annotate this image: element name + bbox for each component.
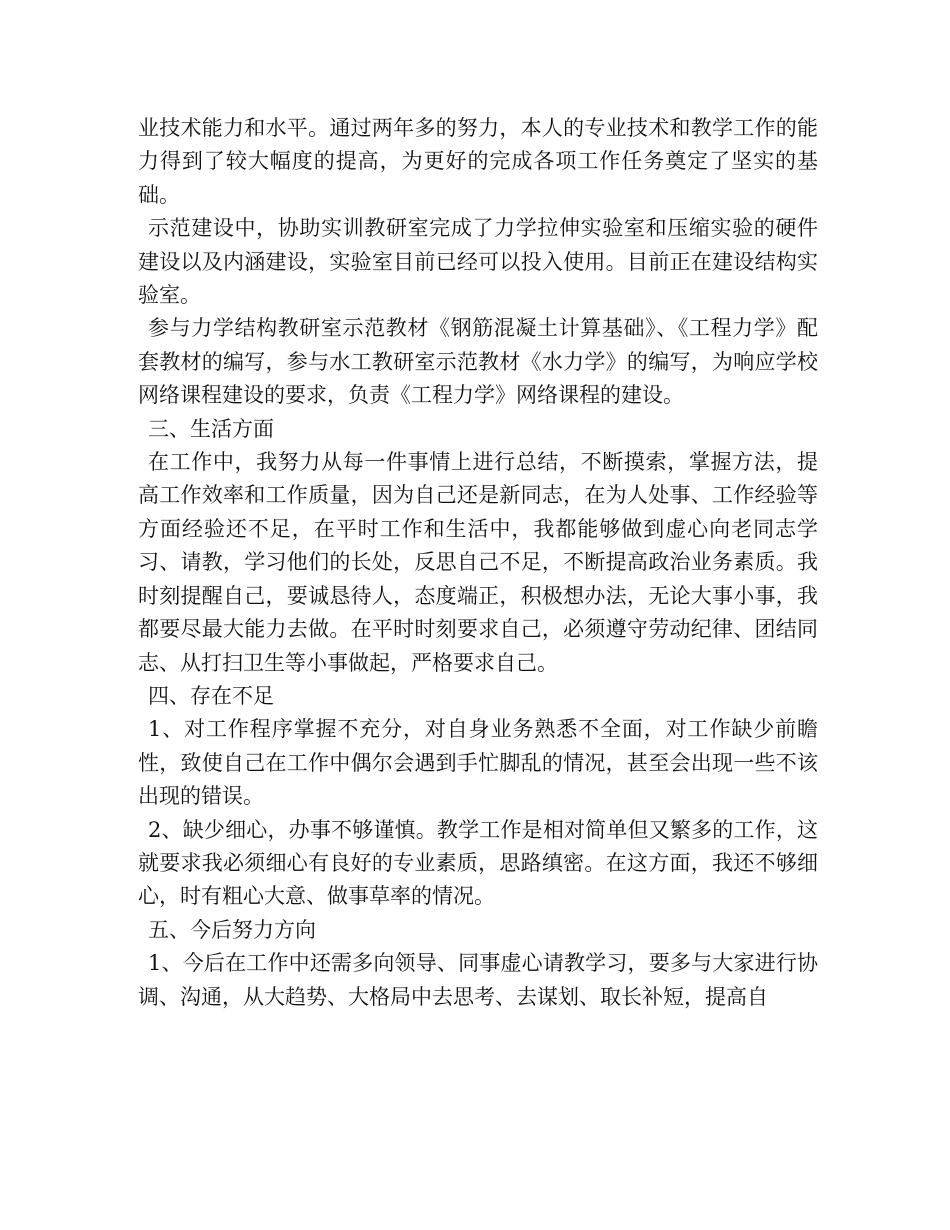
paragraph-textbook-writing: 参与力学结构教研室示范教材《钢筋混凝土计算基础》、《工程力学》配套教材的编写，参与水工教研室示范教材《水力学》的编写，为响应学校网络课程建设的要求，负责《工程力学》网络课程的建设。 (138, 316, 818, 408)
section-heading-shortcomings: 四、存在不足 (148, 683, 274, 708)
paragraph-life: 在工作中，我努力从每一件事情上进行总结，不断摸索，掌握方法，提高工作效率和工作质量，因为自己还是新同志，在为人处事、工作经验等方面经验还不足，在平时工作和生活中，我都能够做到虚心向老同志学习、请教，学习他们的长处，反思自己不足，不断提高政治业务素质。我时刻提醒自己，要诚恳待人，态度端正，积极想办法，无论大事小事，我都要尽最大能力去做。在平时时刻要求自己，必须遵守劳动纪律、团结同志、从打扫卫生等小事做起，严格要求自己。 (138, 450, 818, 675)
paragraph-demonstration-construction: 示范建设中，协助实训教研室完成了力学拉伸实验室和压缩实验的硬件建设以及内涵建设，实验室目前已经可以投入使用。目前正在建设结构实验室。 (138, 216, 818, 308)
document-page (138, 112, 818, 1014)
paragraph-shortcoming-2: 2、缺少细心，办事不够谨慎。教学工作是相对简单但又繁多的工作，这就要求我必须细心有良好的专业素质，思路缜密。在这方面，我还不够细心，时有粗心大意、做事草率的情况。 (138, 817, 818, 909)
section-heading-life: 三、生活方面 (148, 416, 274, 441)
paragraph-continuation: 业技术能力和水平。通过两年多的努力，本人的专业技术和教学工作的能力得到了较大幅度的提高，为更好的完成各项工作任务奠定了坚实的基础。 (138, 116, 818, 207)
paragraph-shortcoming-1: 1、对工作程序掌握不充分，对自身业务熟悉不全面，对工作缺少前瞻性，致使自己在工作中偶尔会遇到手忙脚乱的情况，甚至会出现一些不该出现的错误。 (138, 717, 818, 809)
section-heading-future: 五、今后努力方向 (148, 917, 316, 942)
paragraph-future-1: 1、今后在工作中还需多向领导、同事虚心请教学习，要多与大家进行协调、沟通，从大趋势、大格局中去思考、去谋划、取长补短，提高自 (138, 951, 818, 1009)
